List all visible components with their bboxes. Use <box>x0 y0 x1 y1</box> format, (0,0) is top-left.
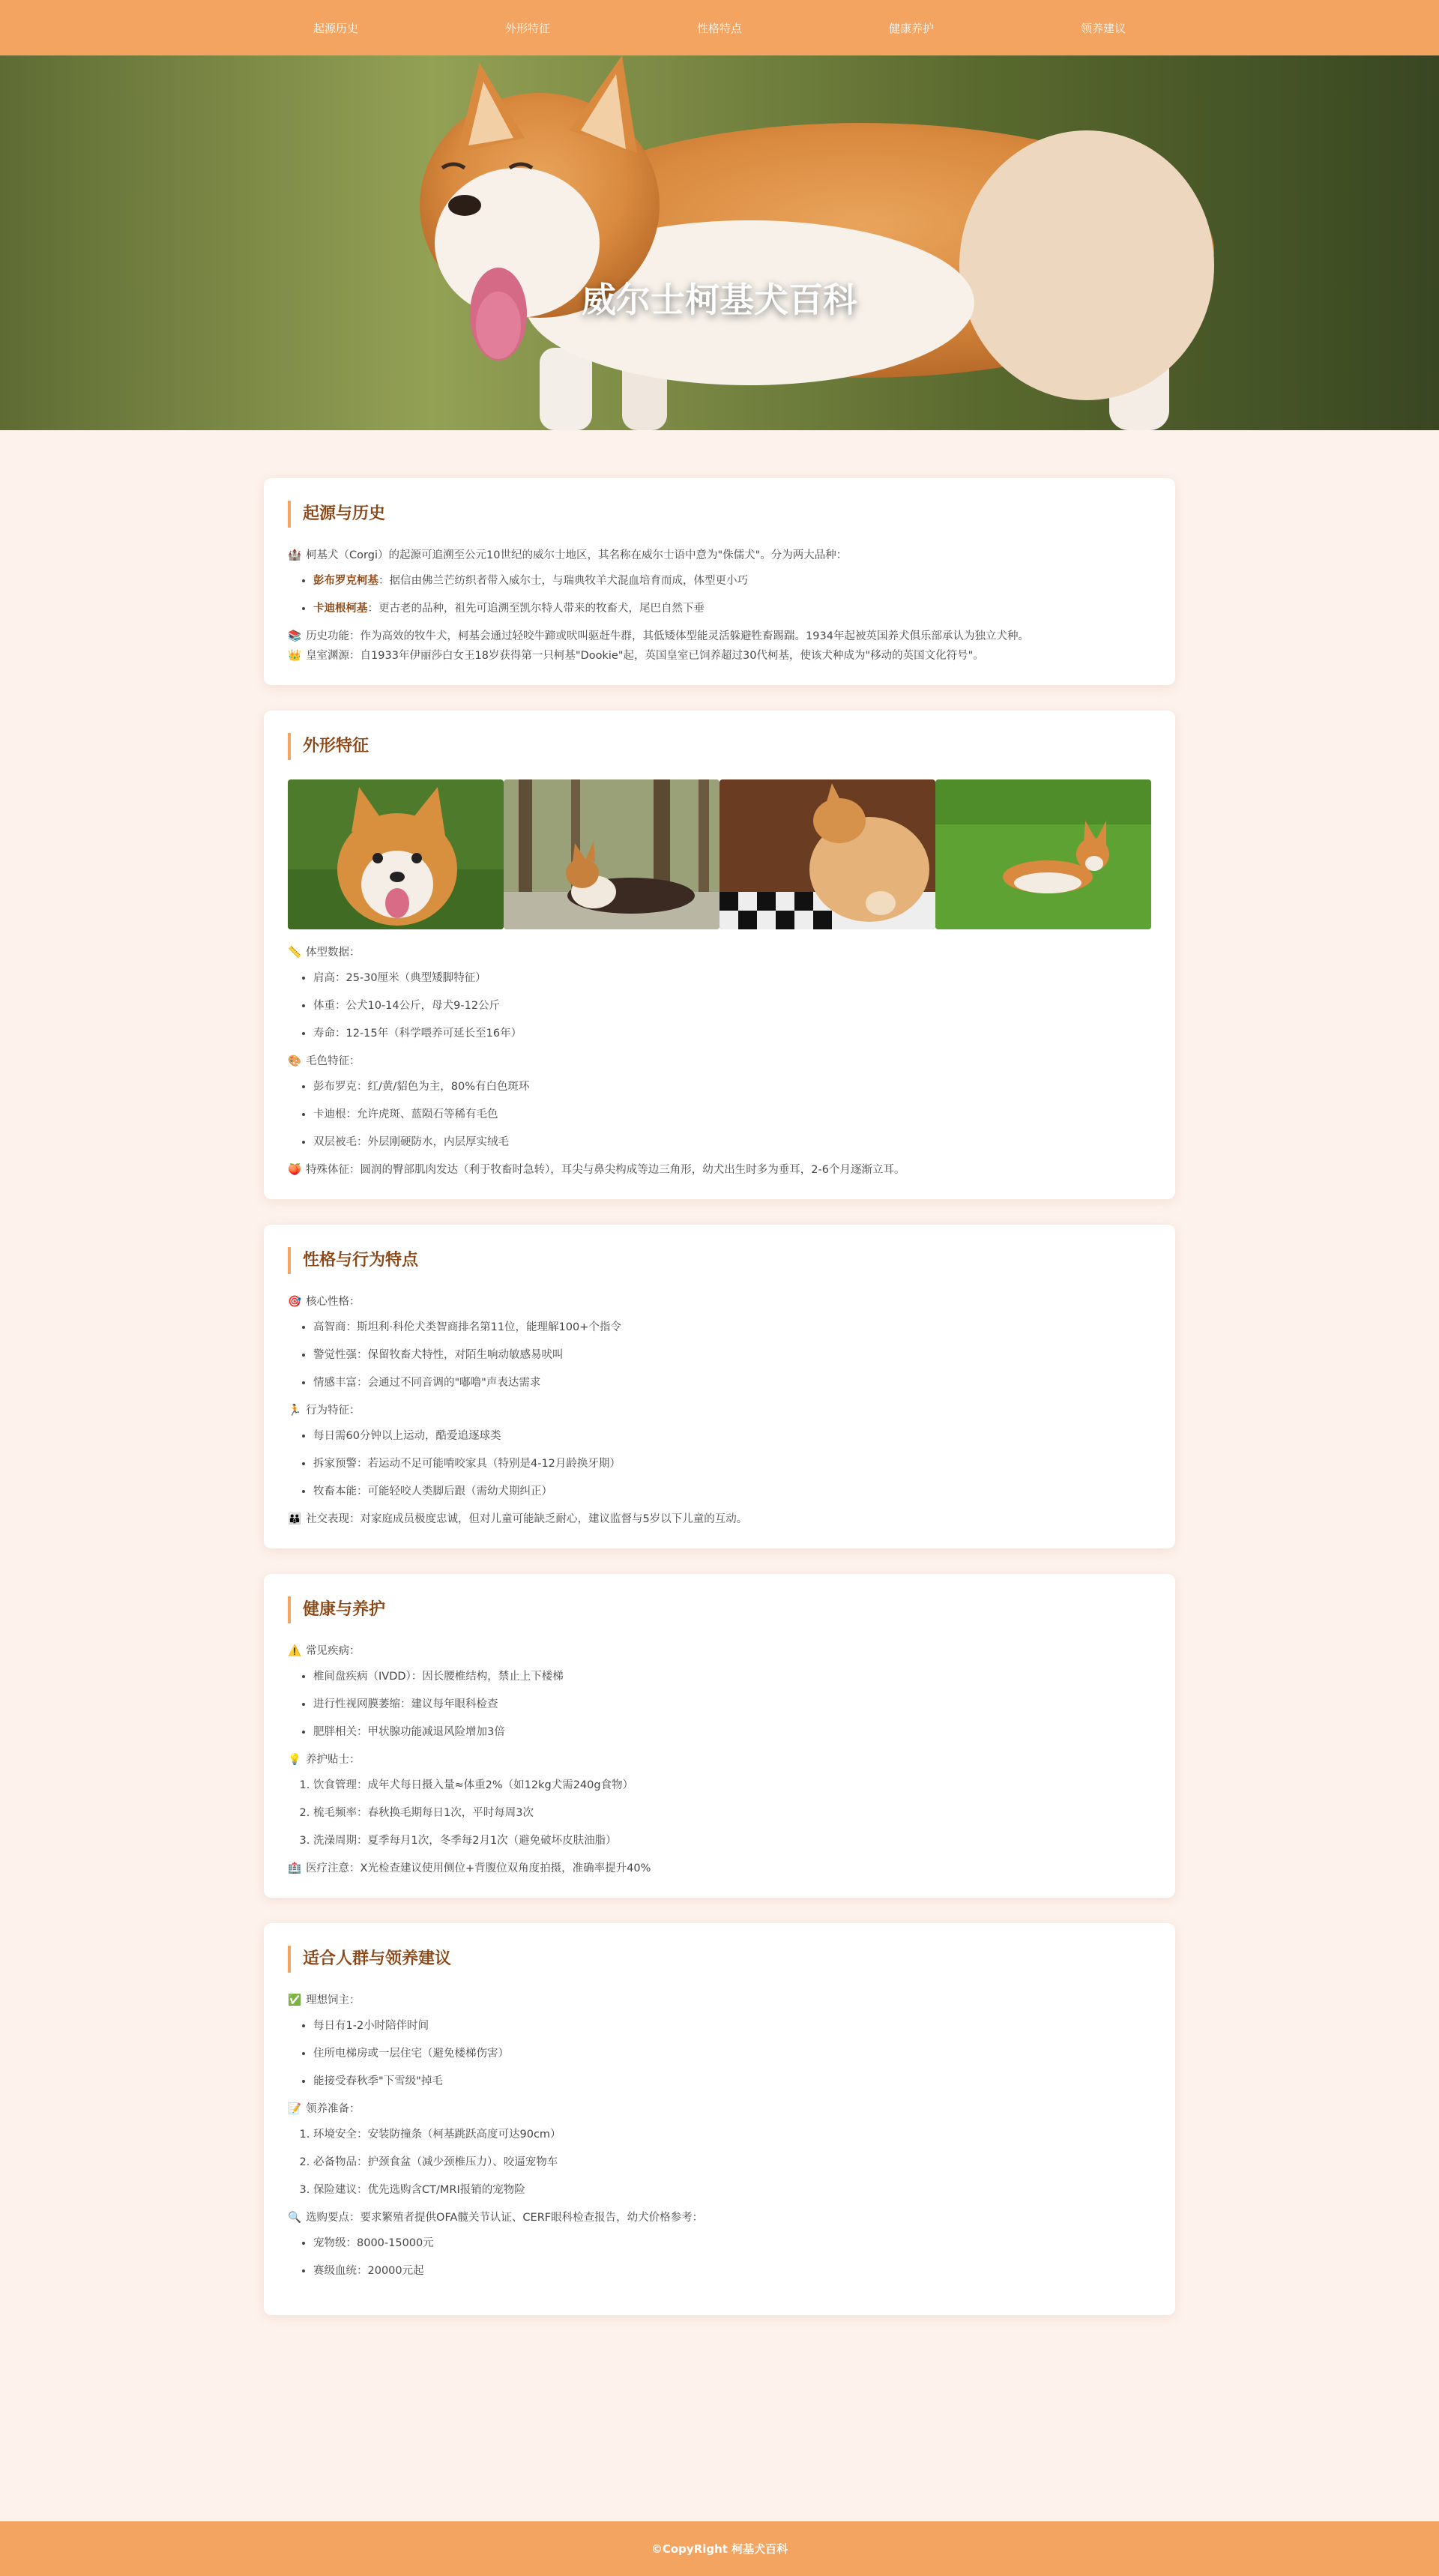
list-item: 1. 饮食管理：成年犬每日摄入量≈体重2%（如12kg犬需240g食物） <box>313 1777 1151 1794</box>
owner-heading <box>288 1992 1151 2009</box>
list-item: 2. 梳毛频率：春秋换毛期每日1次，平时每周3次 <box>313 1805 1151 1821</box>
main-content <box>264 478 1175 2315</box>
hospital-icon: 🏥 <box>288 1862 302 1874</box>
castle-icon: 🏰 <box>288 549 302 561</box>
owner-list <box>288 2018 1151 2090</box>
breed-desc: ：更古老的品种，祖先可追溯至凯尔特人带来的牧畜犬，尾巴自然下垂 <box>367 603 705 615</box>
tips-heading <box>288 1752 1151 1768</box>
owner-title: 理想饲主： <box>306 1994 360 2006</box>
body-heading <box>288 944 1151 961</box>
section-title: 性格与行为特点 <box>288 1247 1151 1274</box>
breed-name: 卡迪根柯基 <box>313 603 368 615</box>
social-text: 社交表现：对家庭成员极度忠诚，但对儿童可能缺乏耐心，建议监督与5岁以下儿童的互动。 <box>306 1513 748 1525</box>
warning-icon: ⚠️ <box>288 1645 302 1657</box>
disease-heading <box>288 1643 1151 1659</box>
breed-list <box>288 573 1151 617</box>
behavior-heading <box>288 1402 1151 1419</box>
core-title: 核心性格： <box>306 1296 360 1308</box>
medical-text: 医疗注意：X光检查建议使用侧位+背腹位双角度拍摄，准确率提升40% <box>306 1862 651 1874</box>
list-item: • 双层被毛：外层刚硬防水，内层厚实绒毛 <box>313 1134 1151 1150</box>
origin-intro <box>288 547 1151 564</box>
adoption-section <box>264 1923 1175 2315</box>
list-item: • 每日有1-2小时陪伴时间 <box>313 2018 1151 2034</box>
list-item: • 每日需60分钟以上运动，酷爱追逐球类 <box>313 1428 1151 1444</box>
nav-appearance[interactable]: 外形特征 <box>504 21 550 35</box>
prep-heading <box>288 2101 1151 2117</box>
list-item: • 拆家预警：若运动不足可能啃咬家具（特别是4-12月龄换牙期） <box>313 1456 1151 1472</box>
list-item <box>313 573 1151 589</box>
special-text: 特殊体征：圆润的臀部肌肉发达（利于牧畜时急转），耳尖与鼻尖构成等边三角形，幼犬出生时多为垂耳，2-6个月逐渐立耳。 <box>306 1164 905 1176</box>
coat-heading <box>288 1053 1151 1070</box>
family-icon: 👪 <box>288 1513 302 1525</box>
gallery-photo-corgi-forest <box>504 779 720 929</box>
hero-banner <box>0 55 1439 430</box>
section-title: 健康与养护 <box>288 1596 1151 1623</box>
list-item: 3. 洗澡周期：夏季每月1次，冬季每2月1次（避免破坏皮肤油脂） <box>313 1833 1151 1849</box>
list-item: • 情感丰富：会通过不同音调的"嘟噜"声表达需求 <box>313 1375 1151 1391</box>
list-item <box>313 600 1151 617</box>
buy-paragraph <box>288 2209 1151 2226</box>
nav-health[interactable]: 健康养护 <box>888 21 934 35</box>
target-icon: 🎯 <box>288 1296 302 1308</box>
tips-list <box>288 1777 1151 1849</box>
list-item: • 牧畜本能：可能轻咬人类脚后跟（需幼犬期纠正） <box>313 1483 1151 1500</box>
section-title: 外形特征 <box>288 733 1151 760</box>
list-item: • 宠物级：8000-15000元 <box>313 2235 1151 2251</box>
hero-title: 威尔士柯基犬百科 <box>582 280 857 320</box>
nav-adoption[interactable]: 领养建议 <box>1080 21 1126 35</box>
medical-paragraph <box>288 1860 1151 1877</box>
history-text: 历史功能：作为高效的牧牛犬，柯基会通过轻咬牛蹄或吠叫驱赶牛群，其低矮体型能灵活躲避牲畜踢踹。1934年起被英国养犬俱乐部承认为独立犬种。 <box>306 630 1029 642</box>
tips-title: 养护贴士： <box>306 1754 360 1766</box>
list-item: 2. 必备物品：护颈食盆（减少颈椎压力）、咬逼宠物车 <box>313 2154 1151 2171</box>
appearance-section <box>264 711 1175 1199</box>
disease-list <box>288 1668 1151 1740</box>
gallery-photo-corgi-face <box>288 779 504 929</box>
ruler-icon: 📏 <box>288 947 302 959</box>
core-list <box>288 1319 1151 1391</box>
top-nav <box>0 0 1439 55</box>
magnifier-icon: 🔍 <box>288 2212 302 2224</box>
list-item: • 警觉性强：保留牧畜犬特性，对陌生响动敏感易吠叫 <box>313 1347 1151 1363</box>
behavior-list <box>288 1428 1151 1500</box>
books-icon: 📚 <box>288 630 302 642</box>
list-item: 1. 环境安全：安装防撞条（柯基跳跃高度可达90cm） <box>313 2126 1151 2143</box>
list-item: • 肩高：25-30厘米（典型矮脚特征） <box>313 970 1151 986</box>
breed-name: 彭布罗克柯基 <box>313 575 378 587</box>
health-section <box>264 1574 1175 1898</box>
section-title: 适合人群与领养建议 <box>288 1946 1151 1973</box>
section-title: 起源与历史 <box>288 501 1151 528</box>
body-list <box>288 970 1151 1042</box>
list-item: • 肥胖相关：甲状腺功能减退风险增加3倍 <box>313 1724 1151 1740</box>
gallery-photo-corgi-rear <box>720 779 935 929</box>
nav-origin[interactable]: 起源历史 <box>313 21 358 35</box>
peach-icon: 🍑 <box>288 1164 302 1176</box>
list-item: • 赛级血统：20000元起 <box>313 2263 1151 2279</box>
footer <box>0 2521 1439 2576</box>
lightbulb-icon: 💡 <box>288 1754 302 1766</box>
nav-personality[interactable]: 性格特点 <box>696 21 742 35</box>
origin-intro-text: 柯基犬（Corgi）的起源可追溯至公元10世纪的威尔士地区，其名称在威尔士语中意为"侏儒犬"。分为两大品种： <box>306 549 848 561</box>
prep-title: 领养准备： <box>306 2103 360 2115</box>
core-heading <box>288 1294 1151 1310</box>
list-item: • 进行性视网膜萎缩：建议每年眼科检查 <box>313 1696 1151 1713</box>
coat-title: 毛色特征： <box>306 1055 360 1067</box>
gallery-photo-corgi-lawn <box>935 779 1151 929</box>
list-item: • 卡迪根：允许虎斑、蓝陨石等稀有毛色 <box>313 1106 1151 1123</box>
list-item: • 能接受春秋季"下雪级"掉毛 <box>313 2073 1151 2090</box>
social-paragraph <box>288 1511 1151 1527</box>
list-item: • 住所电梯房或一层住宅（避免楼梯伤害） <box>313 2045 1151 2062</box>
buy-text: 选购要点：要求繁殖者提供OFA髋关节认证、CERF眼科检查报告，幼犬价格参考： <box>306 2212 704 2224</box>
check-icon: ✅ <box>288 1994 302 2006</box>
photo-gallery <box>288 779 1151 929</box>
list-item: • 寿命：12-15年（科学喂养可延长至16年） <box>313 1025 1151 1042</box>
royal-paragraph <box>288 648 1151 664</box>
origin-section <box>264 478 1175 685</box>
price-list <box>288 2235 1151 2279</box>
hero-corgi-image <box>0 55 1439 430</box>
personality-section <box>264 1225 1175 1548</box>
list-item: • 高智商：斯坦利·科伦犬类智商排名第11位，能理解100+个指令 <box>313 1319 1151 1336</box>
list-item: • 彭布罗克：红/黄/貂色为主，80%有白色斑环 <box>313 1079 1151 1095</box>
coat-list <box>288 1079 1151 1150</box>
behavior-title: 行为特征： <box>306 1405 360 1417</box>
list-item: • 体重：公犬10-14公斤，母犬9-12公斤 <box>313 998 1151 1014</box>
body-title: 体型数据： <box>306 947 360 959</box>
memo-icon: 📝 <box>288 2103 302 2115</box>
copyright-text: ©CopyRight 柯基犬百科 <box>651 2542 788 2556</box>
palette-icon: 🎨 <box>288 1055 302 1067</box>
breed-desc: ：据信由佛兰芒纺织者带入威尔士，与瑞典牧羊犬混血培育而成，体型更小巧 <box>378 575 748 587</box>
history-paragraph <box>288 628 1151 645</box>
list-item: 3. 保险建议：优先选购含CT/MRI报销的宠物险 <box>313 2182 1151 2198</box>
special-paragraph <box>288 1162 1151 1178</box>
royal-text: 皇室渊源：自1933年伊丽莎白女王18岁获得第一只柯基"Dookie"起，英国皇室已饲养超过30代柯基，使该犬种成为"移动的英国文化符号"。 <box>306 650 984 662</box>
list-item: • 椎间盘疾病（IVDD）：因长腰椎结构，禁止上下楼梯 <box>313 1668 1151 1685</box>
prep-list <box>288 2126 1151 2198</box>
crown-icon: 👑 <box>288 650 302 662</box>
running-icon: 🏃 <box>288 1405 302 1417</box>
disease-title: 常见疾病： <box>306 1645 360 1657</box>
